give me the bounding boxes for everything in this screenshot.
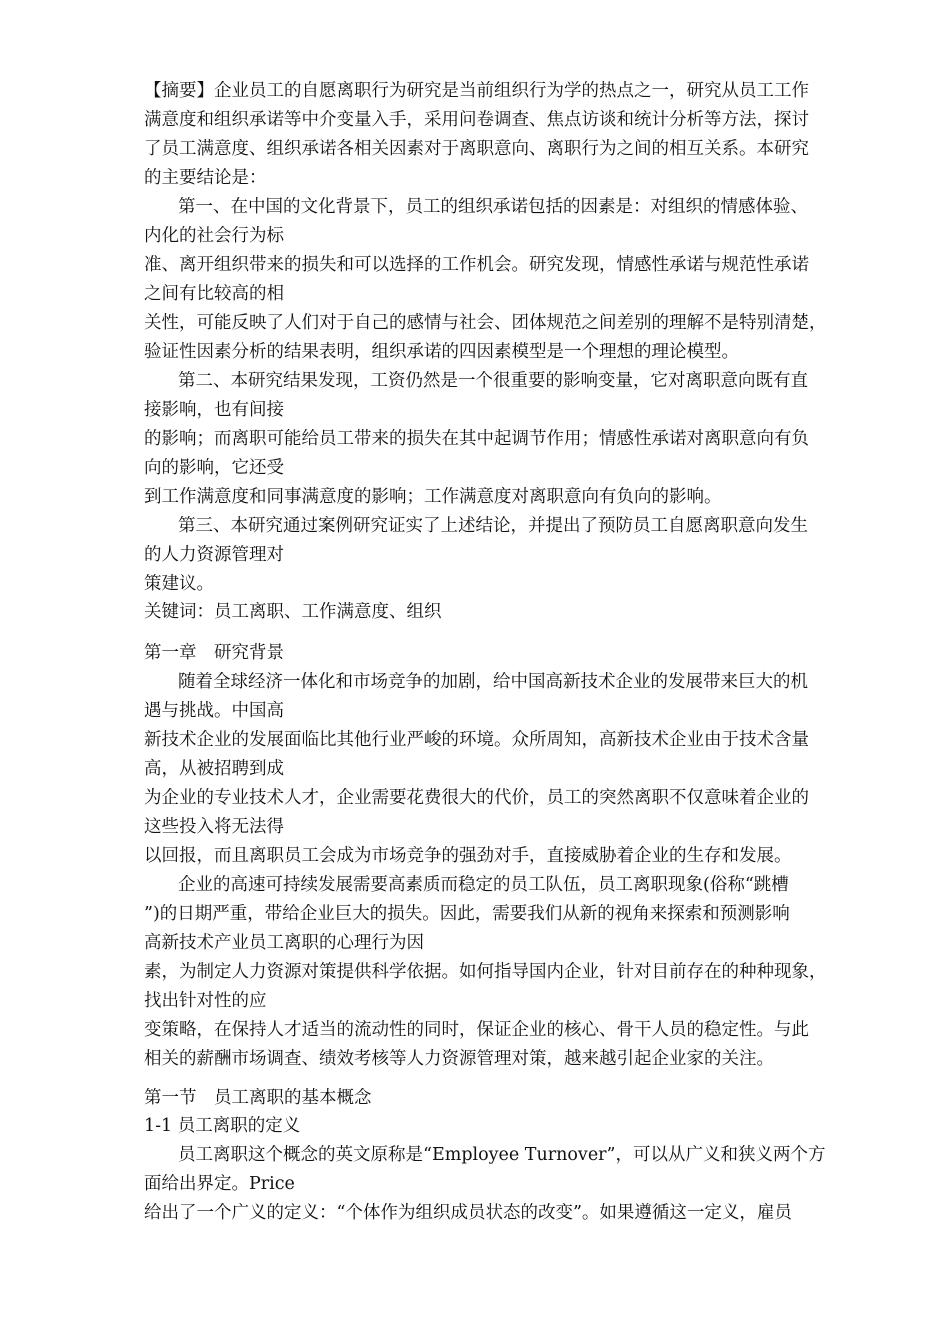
chapter-1-para-1-line: 这些投入将无法得	[144, 817, 284, 837]
chapter-1-para-1-line: 高，从被招聘到成	[144, 759, 284, 779]
conclusion-3-line: 的人力资源管理对	[144, 545, 284, 565]
conclusion-2-line: 的影响；而离职可能给员工带来的损失在其中起调节作用；情感性承诺对离职意向有负	[144, 429, 809, 449]
conclusion-1-line: 内化的社会行为标	[144, 226, 284, 246]
conclusion-3-line: 第三、本研究通过案例研究证实了上述结论，并提出了预防员工自愿离职意向发生	[178, 516, 808, 536]
conclusion-1-line: 之间有比较高的相	[144, 284, 284, 304]
conclusion-1-line: 第一、在中国的文化背景下，员工的组织承诺包括的因素是：对组织的情感体验、	[178, 197, 808, 217]
section-heading: 第一节 员工离职的基本概念	[144, 1088, 372, 1108]
conclusion-2-line: 接影响，也有间接	[144, 400, 284, 420]
conclusion-1-line: 验证性因素分析的结果表明，组织承诺的四因素模型是一个理想的理论模型。	[144, 342, 739, 362]
conclusion-3-line: 策建议。	[144, 574, 214, 594]
conclusion-1-line: 关性，可能反映了人们对于自己的感情与社会、团体规范之间差别的理解不是特别清楚，	[144, 313, 827, 333]
chapter-1-para-1-line: 新技术企业的发展面临比其他行业严峻的环境。众所周知，高新技术企业由于技术含量	[144, 730, 809, 750]
chapter-1-para-2-line: ”)的日期严重，带给企业巨大的损失。因此，需要我们从新的视角来探索和预测影响	[144, 904, 790, 924]
keywords: 关键词：员工离职、工作满意度、组织	[144, 602, 442, 622]
conclusion-2-line: 向的影响，它还受	[144, 458, 284, 478]
abstract-line: 的主要结论是：	[144, 168, 267, 188]
conclusion-2-line: 到工作满意度和同事满意度的影响；工作满意度对离职意向有负向的影响。	[144, 487, 722, 507]
chapter-1-para-1-line: 随着全球经济一体化和市场竞争的加剧，给中国高新技术企业的发展带来巨大的机	[178, 672, 808, 692]
conclusion-2-line: 第二、本研究结果发现，工资仍然是一个很重要的影响变量，它对离职意向既有直	[178, 371, 808, 391]
section-1-para-1-line: 给出了一个广义的定义：“个体作为组织成员状态的改变”。如果遵循这一定义，雇员	[144, 1203, 792, 1223]
abstract-line: 【摘要】企业员工的自愿离职行为研究是当前组织行为学的热点之一，研究从员工工作	[144, 81, 809, 101]
abstract-line: 满意度和组织承诺等中介变量入手，采用问卷调查、焦点访谈和统计分析等方法，探讨	[144, 110, 809, 130]
chapter-1-para-1-line: 遇与挑战。中国高	[144, 701, 284, 721]
chapter-1-para-2-line: 变策略，在保持人才适当的流动性的同时，保证企业的核心、骨干人员的稳定性。与此	[144, 1020, 809, 1040]
chapter-1-para-2-line: 企业的高速可持续发展需要高素质而稳定的员工队伍，员工离职现象(俗称“跳槽	[178, 875, 789, 895]
section-1-para-1-line: 员工离职这个概念的英文原称是“Employee Turnover”，可以从广义和狭义两个方	[178, 1145, 826, 1165]
chapter-1-para-1-line: 为企业的专业技术人才，企业需要花费很大的代价，员工的突然离职不仅意味着企业的	[144, 788, 809, 808]
chapter-1-para-1-line: 以回报，而且离职员工会成为市场竞争的强劲对手，直接威胁着企业的生存和发展。	[144, 846, 792, 866]
subsection-heading: 1-1 员工离职的定义	[144, 1116, 301, 1136]
section-1-para-1-line: 面给出界定。Price	[144, 1174, 295, 1194]
chapter-1-para-2-line: 高新技术产业员工离职的心理行为因	[144, 933, 424, 953]
chapter-1-para-2-line: 找出针对性的应	[144, 991, 267, 1011]
abstract-line: 了员工满意度、组织承诺各相关因素对于离职意向、离职行为之间的相互关系。本研究	[144, 139, 809, 159]
chapter-heading: 第一章 研究背景	[144, 643, 284, 663]
chapter-1-para-2-line: 相关的薪酬市场调查、绩效考核等人力资源管理对策，越来越引起企业家的关注。	[144, 1049, 774, 1069]
conclusion-1-line: 准、离开组织带来的损失和可以选择的工作机会。研究发现，情感性承诺与规范性承诺	[144, 255, 809, 275]
chapter-1-para-2-line: 素，为制定人力资源对策提供科学依据。如何指导国内企业，针对目前存在的种种现象，	[144, 962, 827, 982]
